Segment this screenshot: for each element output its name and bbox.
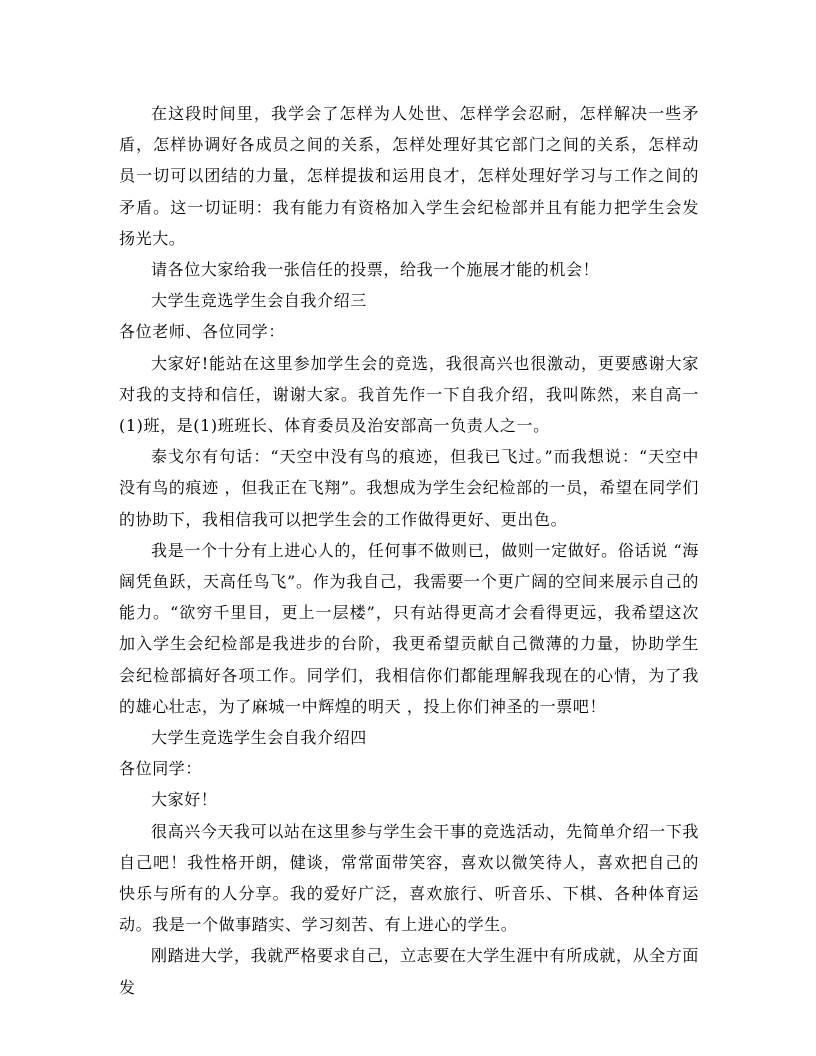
greeting: 大家好！ [151, 790, 218, 810]
paragraph: 我是一个十分有上进心人的，任何事不做则已，做则一定做好。俗话说 “海阔凭鱼跃，天高任鸟飞”。作为我自己，我需要一个更广阔的空间来展示自己的能力。“欲穷千里目，更上一层楼”，只有站得更高才会看得更远，我希望这次加入学生会纪检部是我进步的台阶，我更希望贡献自己微薄的力量，协助学生会纪检部搞好各项工作。同学们，我相信你们都能理解我现在的心情，为了我的雄心壮志，为了麻城一中辉煌的明天 ，投上你们神圣的一票吧！ [119, 540, 699, 716]
paragraph: 请各位大家给我一张信任的投票，给我一个施展才能的机会！ [151, 260, 600, 280]
section-heading: 大学生竞选学生会自我介绍四 [151, 728, 367, 748]
paragraph: 很高兴今天我可以站在这里参与学生会干事的竞选活动，先简单介绍一下我自己吧！我性格开朗，健谈，常常面带笑容，喜欢以微笑待人，喜欢把自己的快乐与所有的人分享。我的爱好广泛，喜欢旅行、听音乐、下棋、各种体育运动。我是一个做事踏实、学习刻苦、有上进心的学生。 [119, 821, 699, 935]
paragraph: 在这段时间里，我学会了怎样为人处世、怎样学会忍耐，怎样解决一些矛盾，怎样协调好各成员之间的关系，怎样处理好其它部门之间的关系，怎样动员一切可以团结的力量，怎样提拔和运用良才，怎样处理好学习与工作之间的矛盾。这一切证明：我有能力有资格加入学生会纪检部并且有能力把学生会发扬光大。 [119, 104, 699, 248]
section-heading: 大学生竞选学生会自我介绍三 [151, 291, 367, 311]
salutation: 各位同学： [119, 759, 203, 779]
paragraph: 泰戈尔有句话：“天空中没有鸟的痕迹，但我已飞过。”而我想说：“天空中没有鸟的痕迹 ，但我正在飞翔”。我想成为学生会纪检部的一员，希望在同学们的协助下，我相信我可以把学生会的工作做得更好、更出色。 [119, 447, 699, 529]
document-body [119, 98, 699, 1003]
paragraph: 刚踏进大学，我就严格要求自己，立志要在大学生涯中有所成就，从全方面发 [119, 946, 699, 997]
salutation: 各位老师、各位同学： [119, 322, 286, 342]
paragraph: 大家好!能站在这里参加学生会的竞选，我很高兴也很激动，更要感谢大家对我的支持和信任，谢谢大家。我首先作一下自我介绍，我叫陈然，来自高一(1)班，是(1)班班长、体育委员及治安部高一负责人之一。 [119, 353, 699, 436]
